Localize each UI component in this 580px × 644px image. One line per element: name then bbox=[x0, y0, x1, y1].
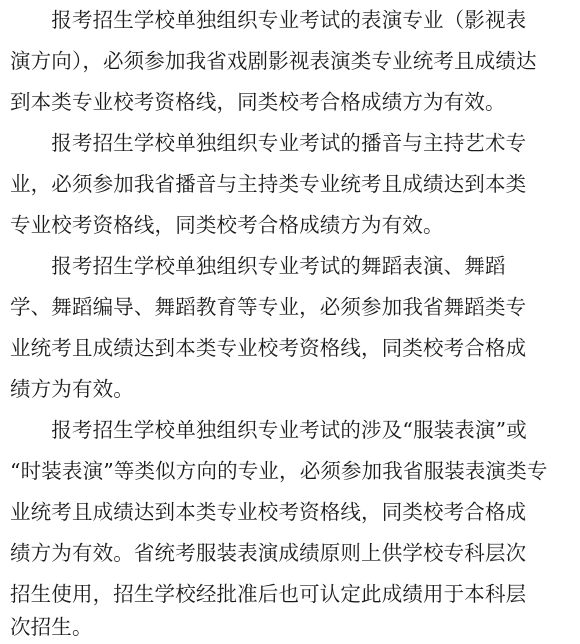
text-line: 业，必须参加我省播音与主持类专业统考且成绩达到本类 bbox=[10, 172, 527, 196]
text-line: 学、舞蹈编导、舞蹈教育等专业，必须参加我省舞蹈类专 bbox=[10, 295, 527, 319]
text-line: 报考招生学校单独组织专业考试的播音与主持艺术专 bbox=[10, 131, 527, 155]
text-line: 报考招生学校单独组织专业考试的表演专业（影视表 bbox=[10, 8, 527, 32]
text-line: 报考招生学校单独组织专业考试的舞蹈表演、舞蹈 bbox=[10, 254, 506, 278]
text-line: 演方向），必须参加我省戏剧影视表演类专业统考且成绩达 bbox=[10, 49, 537, 73]
text-line: 专业校考资格线，同类校考合格成绩方为有效。 bbox=[10, 213, 444, 237]
text-line: 招生使用，招生学校经批准后也可认定此成绩用于本科层 bbox=[10, 582, 527, 606]
text-line: 业统考且成绩达到本类专业校考资格线，同类校考合格成 bbox=[10, 500, 527, 524]
text-line: 到本类专业校考资格线，同类校考合格成绩方为有效。 bbox=[10, 90, 506, 114]
text-line: 业统考且成绩达到本类专业校考资格线，同类校考合格成 bbox=[10, 336, 527, 360]
text-line: 绩方为有效。省统考服装表演成绩原则上供学校专科层次 bbox=[10, 541, 527, 565]
text-line: “时装表演”等类似方向的专业，必须参加我省服装表演类专 bbox=[10, 459, 548, 483]
text-line: 绩方为有效。 bbox=[10, 377, 134, 401]
text-line: 次招生。 bbox=[10, 615, 93, 639]
text-line: 报考招生学校单独组织专业考试的涉及“服装表演”或 bbox=[10, 418, 527, 442]
